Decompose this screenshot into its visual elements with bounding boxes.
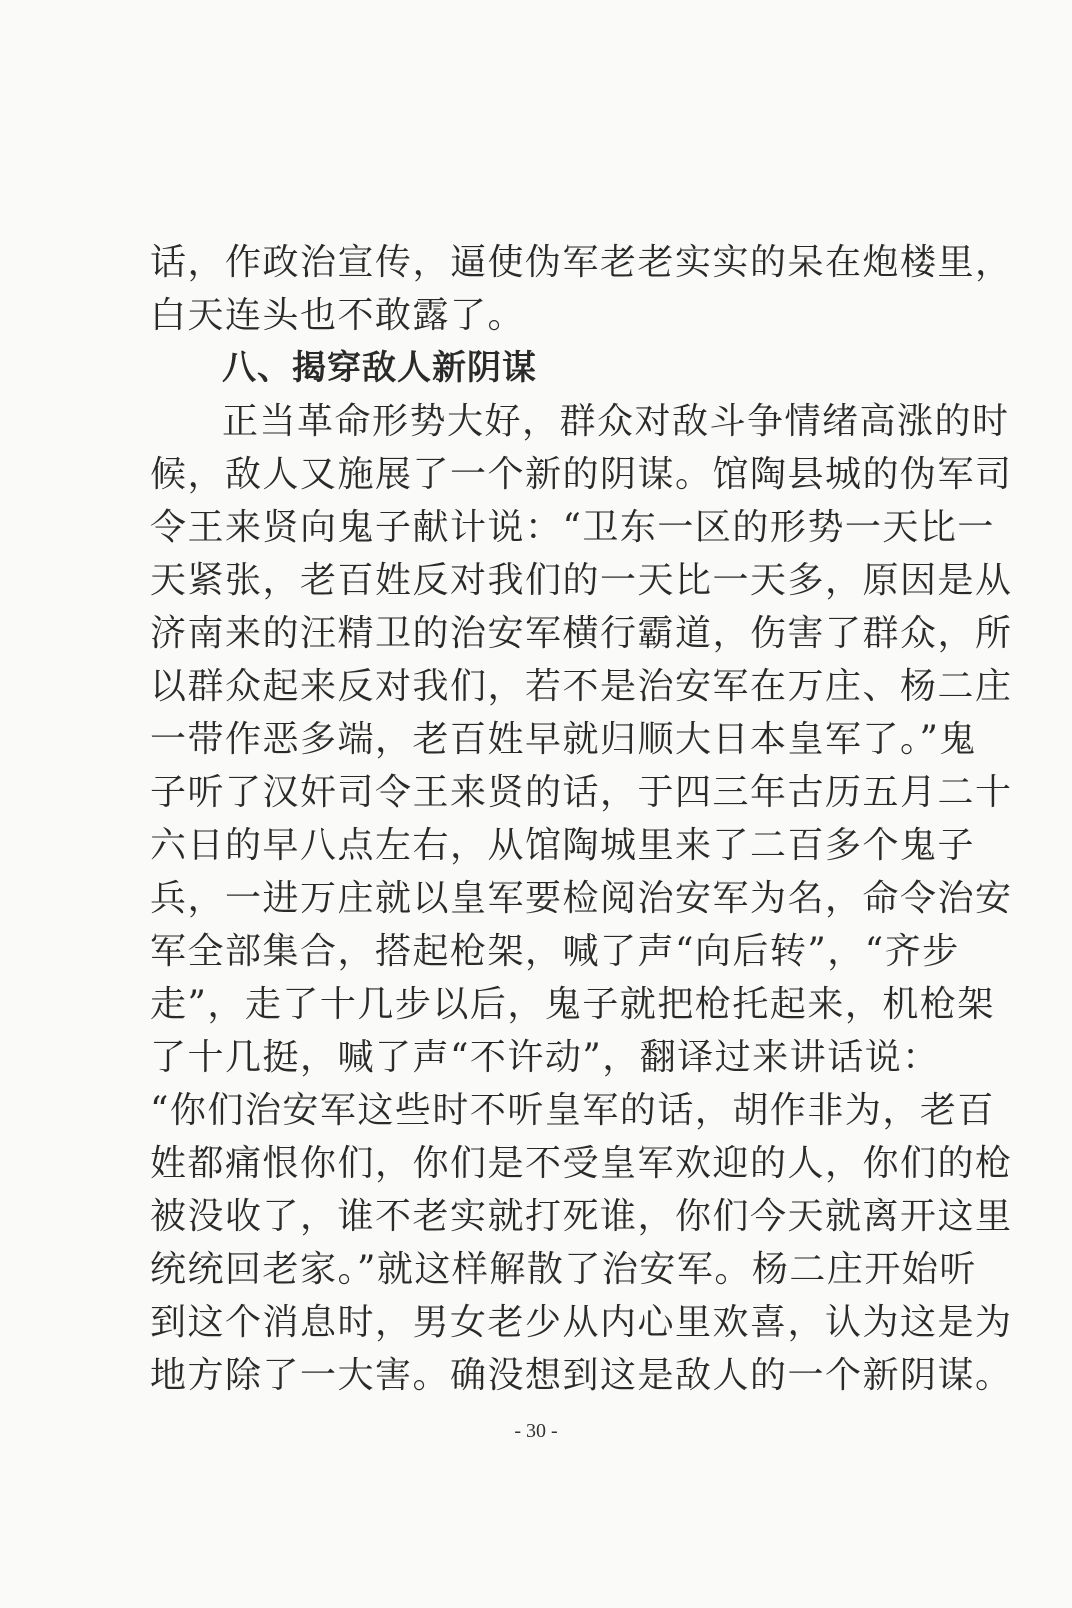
text-line: 走”，走了十几步以后，鬼子就把枪托起来，机枪架	[150, 984, 995, 1025]
text-line: “你们治安军这些时不听皇军的话，胡作非为，老百	[150, 1090, 995, 1131]
text-line: 兵，一进万庄就以皇军要检阅治安军为名，命令治安	[150, 878, 1013, 919]
paragraph-first-line: 正当革命形势大好，群众对敌斗争情绪高涨的时	[222, 401, 1010, 442]
text-line: 白天连头也不敢露了。	[150, 295, 526, 336]
text-line: 子听了汉奸司令王来贤的话，于四三年古历五月二十	[150, 772, 1013, 813]
text-line: 到这个消息时，男女老少从内心里欢喜，认为这是为	[150, 1302, 1013, 1343]
text-line: 济南来的汪精卫的治安军横行霸道，伤害了群众，所	[150, 613, 1013, 654]
text-line: 军全部集合，搭起枪架，喊了声“向后转”，“齐步	[150, 931, 960, 972]
text-line: 了十几挺，喊了声“不许动”，翻译过来讲话说：	[150, 1037, 940, 1078]
text-line: 被没收了，谁不老实就打死谁，你们今天就离开这里	[150, 1196, 1013, 1237]
text-line: 姓都痛恨你们，你们是不受皇军欢迎的人，你们的枪	[150, 1143, 1013, 1184]
section-heading: 八、揭穿敌人新阴谋	[222, 348, 537, 388]
text-line: 天紧张，老百姓反对我们的一天比一天多，原因是从	[150, 560, 1013, 601]
text-line: 令王来贤向鬼子献计说：“卫东一区的形势一天比一	[150, 507, 995, 548]
text-line: 地方除了一大害。确没想到这是敌人的一个新阴谋。	[150, 1355, 1013, 1396]
text-line: 话，作政治宣传，逼使伪军老老实实的呆在炮楼里，	[150, 242, 1013, 283]
text-line: 统统回老家。”就这样解散了治安军。杨二庄开始听	[150, 1249, 977, 1290]
text-line: 六日的早八点左右，从馆陶城里来了二百多个鬼子	[150, 825, 976, 866]
body-text	[150, 236, 1013, 1402]
text-line: 一带作恶多端，老百姓早就归顺大日本皇军了。”鬼	[150, 719, 977, 760]
text-line: 以群众起来反对我们，若不是治安军在万庄、杨二庄	[150, 666, 1013, 707]
page-number: - 30 -	[514, 1420, 558, 1442]
text-line: 候，敌人又施展了一个新的阴谋。馆陶县城的伪军司	[150, 454, 1013, 495]
